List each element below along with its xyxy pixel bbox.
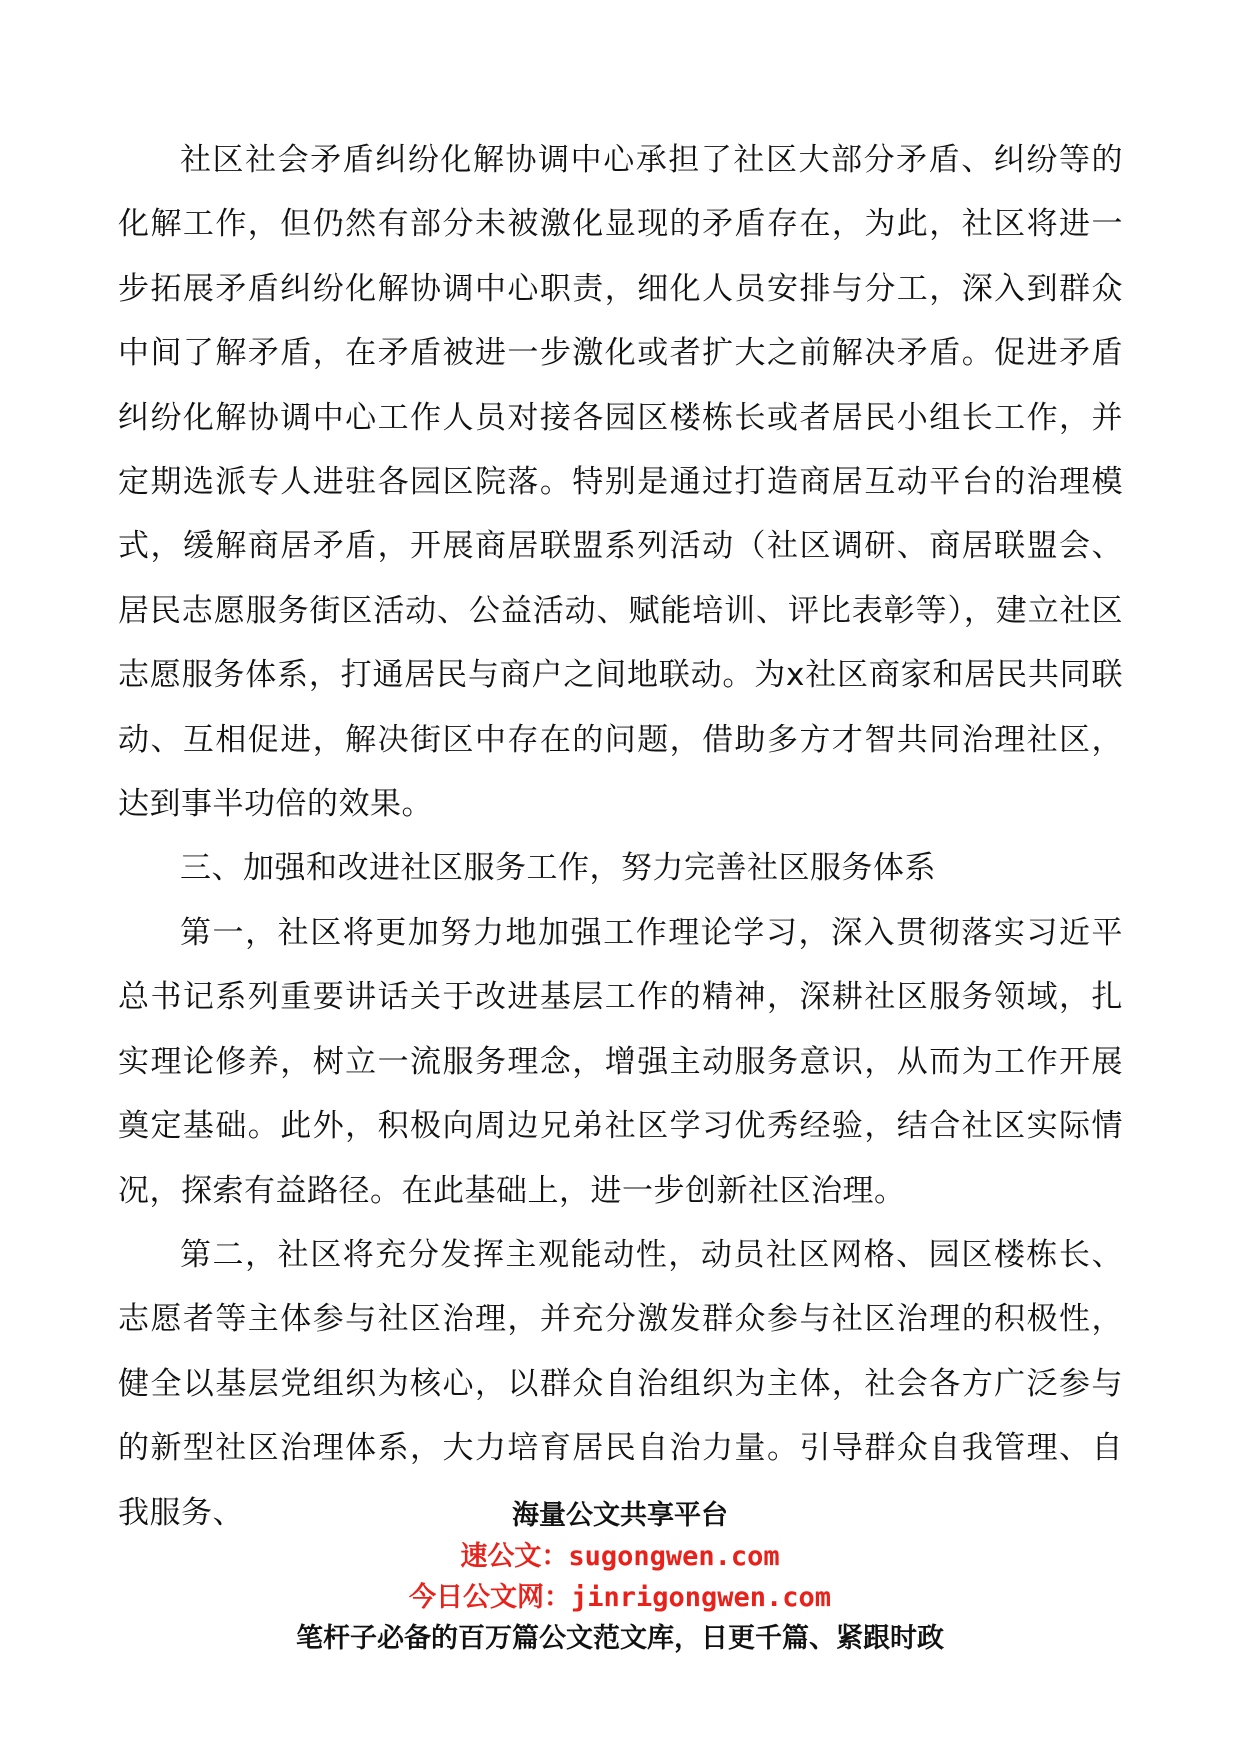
- footer-watermark: [0, 1495, 1240, 1659]
- footer-site1-url[interactable]: sugongwen.com: [568, 1541, 780, 1572]
- footer-site1-label: 速公文：: [460, 1541, 569, 1572]
- footer-slogan: 笔杆子必备的百万篇公文范文库，日更千篇、紧跟时政: [296, 1623, 944, 1654]
- paragraph-second: 第二，社区将充分发挥主观能动性，动员社区网格、园区楼栋长、志愿者等主体参与社区治理，并充分激发群众参与社区治理的积极性，健全以基层党组织为核心，以群众自治组织为主体，社会各方广泛参与的新型社区治理体系，大力培育居民自治力量。引导群众自我管理、自我服务、: [118, 1236, 1123, 1531]
- footer-site2-label: 今日公文网：: [408, 1582, 571, 1613]
- paragraph-first: 第一，社区将更加努力地加强工作理论学习，深入贯彻落实习近平总书记系列重要讲话关于改进基层工作的精神，深耕社区服务领域，扎实理论修养，树立一流服务理念，增强主动服务意识，从而为工作开展奠定基础。此外，积极向周边兄弟社区学习优秀经验，结合社区实际情况，探索有益路径。在此基础上，进一步创新社区治理。: [118, 914, 1123, 1209]
- footer-site-sugongwen: [0, 1536, 1240, 1577]
- footer-site2-url[interactable]: jinrigongwen.com: [570, 1582, 832, 1613]
- document-body: [118, 128, 1123, 1545]
- footer-platform-title: 海量公文共享平台: [512, 1500, 728, 1531]
- footer-site-jinrigongwen: [0, 1577, 1240, 1618]
- paragraph-conflict-mediation: 社区社会矛盾纠纷化解协调中心承担了社区大部分矛盾、纠纷等的化解工作，但仍然有部分未被激化显现的矛盾存在，为此，社区将进一步拓展矛盾纠纷化解协调中心职责，细化人员安排与分工，深入到群众中间了解矛盾，在矛盾被进一步激化或者扩大之前解决矛盾。促进矛盾纠纷化解协调中心工作人员对接各园区楼栋长或者居民小组长工作，并定期选派专人进驻各园区院落。特别是通过打造商居互动平台的治理模式，缓解商居矛盾，开展商居联盟系列活动（社区调研、商居联盟会、居民志愿服务街区活动、公益活动、赋能培训、评比表彰等），建立社区志愿服务体系，打通居民与商户之间地联动。为x社区商家和居民共同联动、互相促进，解决街区中存在的问题，借助多方才智共同治理社区，达到事半功倍的效果。: [118, 142, 1123, 823]
- section-heading-community-service: 三、加强和改进社区服务工作，努力完善社区服务体系: [180, 850, 936, 887]
